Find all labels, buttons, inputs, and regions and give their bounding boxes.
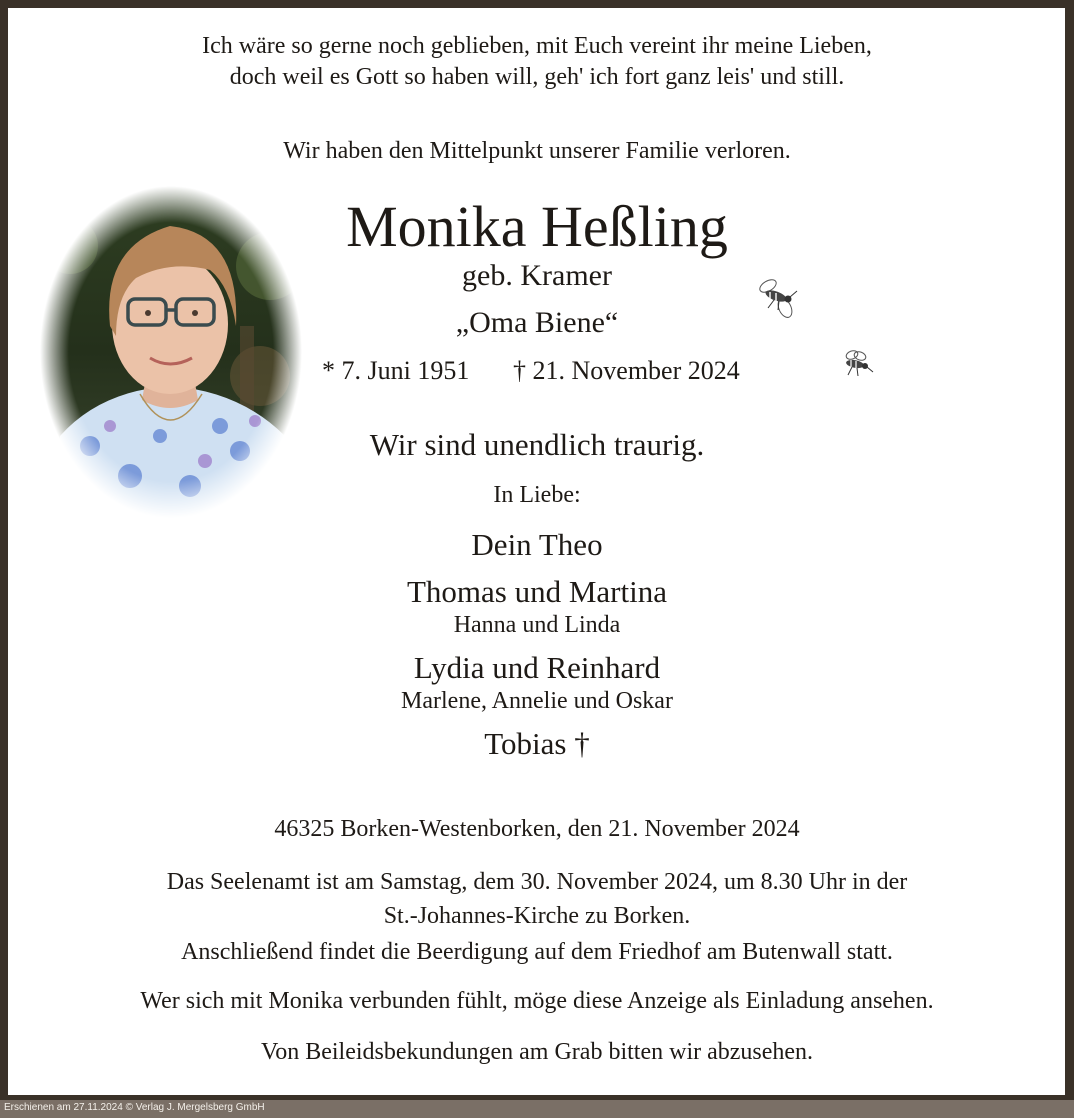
- service-line-1: Das Seelenamt ist am Samstag, dem 30. November 2024, um 8.30 Uhr in der: [166, 869, 908, 895]
- invitation-text: Wer sich mit Monika verbunden fühlt, möge diese Anzeige als Einladung ansehen.: [140, 988, 934, 1014]
- deceased-name: Monika Heßling: [346, 194, 728, 259]
- publication-note: Erschienen am 27.11.2024 © Verlag J. Mergelsberg GmbH: [4, 1102, 265, 1113]
- condolence-note: Von Beileidsbekundungen am Grab bitten wir abzusehen.: [260, 1039, 814, 1065]
- service-line-3: Anschließend findet die Beerdigung auf dem Friedhof am Butenwall statt.: [181, 939, 893, 965]
- mourner-name: Thomas und Martina: [406, 574, 667, 609]
- nickname: „Oma Biene“: [455, 306, 619, 339]
- grief-line: Wir sind unendlich traurig.: [369, 427, 705, 462]
- in-love-label: In Liebe:: [493, 482, 581, 508]
- birth-name: geb. Kramer: [462, 259, 612, 292]
- poem-line-1: Ich wäre so gerne noch geblieben, mit Euch vereint ihr meine Lieben,: [202, 33, 872, 59]
- bee-icon: [754, 272, 800, 320]
- mourner-children: Hanna und Linda: [453, 612, 621, 638]
- intro-text: Wir haben den Mittelpunkt unserer Familie verloren.: [283, 138, 791, 164]
- birth-date: * 7. Juni 1951: [322, 356, 470, 385]
- service-line-2: St.-Johannes-Kirche zu Borken.: [383, 903, 691, 929]
- mourner-name: Lydia und Reinhard: [413, 650, 661, 685]
- mourner-name: Tobias †: [484, 726, 590, 761]
- death-date: † 21. November 2024: [513, 356, 740, 385]
- footer-bar: [0, 1100, 1074, 1118]
- mourner-name: Dein Theo: [471, 527, 603, 562]
- life-dates: [0, 356, 1074, 390]
- place-date: 46325 Borken-Westenborken, den 21. November 2024: [274, 816, 800, 842]
- mourner-children: Marlene, Annelie und Oskar: [401, 688, 673, 714]
- poem-line-2: doch weil es Gott so haben will, geh' ich fort ganz leis' und still.: [229, 64, 845, 90]
